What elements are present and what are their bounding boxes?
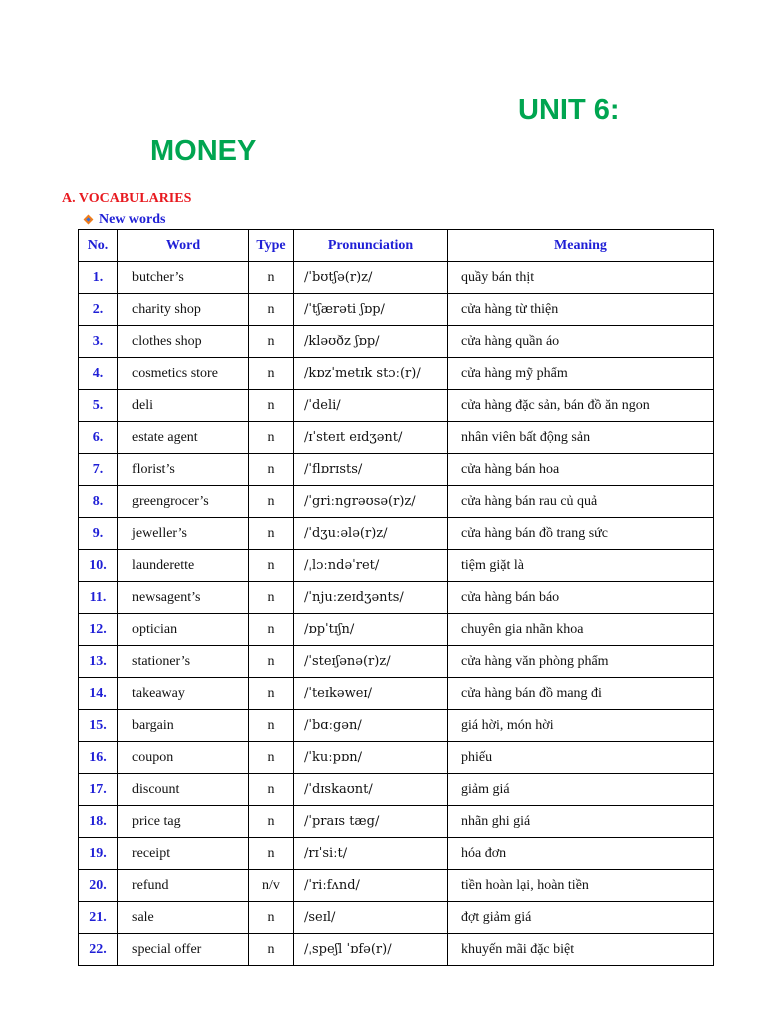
table-row <box>79 710 714 742</box>
header-type: Type <box>249 230 294 262</box>
header-no: No. <box>79 230 118 262</box>
word-cell: coupon <box>118 742 249 774</box>
subsection-label: New words <box>99 212 166 227</box>
type-cell: n <box>249 742 294 774</box>
header-meaning: Meaning <box>448 230 714 262</box>
table-row <box>79 486 714 518</box>
table-row <box>79 646 714 678</box>
row-number: 15. <box>79 710 118 742</box>
table-row <box>79 326 714 358</box>
type-cell: n <box>249 646 294 678</box>
word-cell: receipt <box>118 838 249 870</box>
pronunciation-cell: /ˈdʒuːələ(r)z/ <box>294 518 448 550</box>
orange-diamond-bullet-icon <box>84 216 93 225</box>
type-cell: n <box>249 390 294 422</box>
table-row <box>79 614 714 646</box>
pronunciation-cell: /ˈkuːpɒn/ <box>294 742 448 774</box>
word-cell: charity shop <box>118 294 249 326</box>
row-number: 1. <box>79 262 118 294</box>
word-cell: discount <box>118 774 249 806</box>
type-cell: n <box>249 326 294 358</box>
table-row <box>79 390 714 422</box>
pronunciation-cell: /ˈbɑːgən/ <box>294 710 448 742</box>
type-cell: n <box>249 582 294 614</box>
table-row <box>79 678 714 710</box>
table-row <box>79 902 714 934</box>
type-cell: n <box>249 934 294 966</box>
meaning-cell: khuyến mãi đặc biệt <box>448 934 714 966</box>
meaning-cell: cửa hàng mỹ phẩm <box>448 358 714 390</box>
row-number: 12. <box>79 614 118 646</box>
unit-title-line1: UNIT 6: <box>518 94 620 126</box>
type-cell: n <box>249 838 294 870</box>
row-number: 5. <box>79 390 118 422</box>
type-cell: n <box>249 454 294 486</box>
header-pronunciation: Pronunciation <box>294 230 448 262</box>
type-cell: n <box>249 774 294 806</box>
meaning-cell: cửa hàng bán đồ mang đi <box>448 678 714 710</box>
table-row <box>79 422 714 454</box>
word-cell: launderette <box>118 550 249 582</box>
table-row <box>79 838 714 870</box>
word-cell: florist’s <box>118 454 249 486</box>
meaning-cell: cửa hàng đặc sản, bán đồ ăn ngon <box>448 390 714 422</box>
type-cell: n <box>249 710 294 742</box>
table-row <box>79 870 714 902</box>
meaning-cell: đợt giảm giá <box>448 902 714 934</box>
row-number: 7. <box>79 454 118 486</box>
row-number: 2. <box>79 294 118 326</box>
pronunciation-cell: /ˈteɪkəweɪ/ <box>294 678 448 710</box>
type-cell: n <box>249 486 294 518</box>
pronunciation-cell: /ˈgriːngrəʊsə(r)z/ <box>294 486 448 518</box>
type-cell: n <box>249 806 294 838</box>
meaning-cell: tiền hoàn lại, hoàn tiền <box>448 870 714 902</box>
row-number: 4. <box>79 358 118 390</box>
pronunciation-cell: /ˈbʊtʃə(r)z/ <box>294 262 448 294</box>
pronunciation-cell: /ˈdɪskaʊnt/ <box>294 774 448 806</box>
row-number: 3. <box>79 326 118 358</box>
subsection-heading <box>84 212 166 228</box>
pronunciation-cell: /ˈdeli/ <box>294 390 448 422</box>
row-number: 10. <box>79 550 118 582</box>
pronunciation-cell: /rɪˈsiːt/ <box>294 838 448 870</box>
meaning-cell: chuyên gia nhãn khoa <box>448 614 714 646</box>
row-number: 11. <box>79 582 118 614</box>
table-row <box>79 806 714 838</box>
word-cell: greengrocer’s <box>118 486 249 518</box>
unit-title-line2: MONEY <box>150 135 257 167</box>
row-number: 8. <box>79 486 118 518</box>
pronunciation-cell: /ˈnjuːzeɪdʒənts/ <box>294 582 448 614</box>
row-number: 17. <box>79 774 118 806</box>
table-body <box>79 262 714 966</box>
row-number: 9. <box>79 518 118 550</box>
type-cell: n <box>249 358 294 390</box>
pronunciation-cell: /ˈriːfʌnd/ <box>294 870 448 902</box>
word-cell: newsagent’s <box>118 582 249 614</box>
meaning-cell: giá hời, món hời <box>448 710 714 742</box>
word-cell: butcher’s <box>118 262 249 294</box>
row-number: 13. <box>79 646 118 678</box>
row-number: 16. <box>79 742 118 774</box>
pronunciation-cell: /kləʊðz ʃɒp/ <box>294 326 448 358</box>
word-cell: takeaway <box>118 678 249 710</box>
vocabulary-table <box>78 229 714 966</box>
type-cell: n <box>249 614 294 646</box>
word-cell: special offer <box>118 934 249 966</box>
table-header-row <box>79 230 714 262</box>
row-number: 22. <box>79 934 118 966</box>
header-word: Word <box>118 230 249 262</box>
meaning-cell: nhân viên bất động sản <box>448 422 714 454</box>
row-number: 14. <box>79 678 118 710</box>
meaning-cell: hóa đơn <box>448 838 714 870</box>
type-cell: n/v <box>249 870 294 902</box>
meaning-cell: cửa hàng bán rau củ quả <box>448 486 714 518</box>
table-row <box>79 262 714 294</box>
type-cell: n <box>249 422 294 454</box>
table-row <box>79 774 714 806</box>
meaning-cell: cửa hàng quần áo <box>448 326 714 358</box>
pronunciation-cell: /ɪˈsteɪt eɪdʒənt/ <box>294 422 448 454</box>
meaning-cell: quầy bán thịt <box>448 262 714 294</box>
type-cell: n <box>249 550 294 582</box>
row-number: 20. <box>79 870 118 902</box>
meaning-cell: cửa hàng từ thiện <box>448 294 714 326</box>
pronunciation-cell: /ˌlɔːndəˈret/ <box>294 550 448 582</box>
pronunciation-cell: /seɪl/ <box>294 902 448 934</box>
word-cell: sale <box>118 902 249 934</box>
row-number: 19. <box>79 838 118 870</box>
pronunciation-cell: /ˈtʃærəti ʃɒp/ <box>294 294 448 326</box>
table-row <box>79 550 714 582</box>
pronunciation-cell: /ˈpraɪs tæg/ <box>294 806 448 838</box>
meaning-cell: cửa hàng văn phòng phẩm <box>448 646 714 678</box>
pronunciation-cell: /ˈsteɪʃənə(r)z/ <box>294 646 448 678</box>
table-row <box>79 934 714 966</box>
table-row <box>79 294 714 326</box>
word-cell: deli <box>118 390 249 422</box>
word-cell: stationer’s <box>118 646 249 678</box>
word-cell: bargain <box>118 710 249 742</box>
word-cell: clothes shop <box>118 326 249 358</box>
type-cell: n <box>249 902 294 934</box>
row-number: 18. <box>79 806 118 838</box>
type-cell: n <box>249 678 294 710</box>
meaning-cell: cửa hàng bán báo <box>448 582 714 614</box>
type-cell: n <box>249 518 294 550</box>
word-cell: estate agent <box>118 422 249 454</box>
meaning-cell: tiệm giặt là <box>448 550 714 582</box>
word-cell: refund <box>118 870 249 902</box>
row-number: 21. <box>79 902 118 934</box>
type-cell: n <box>249 294 294 326</box>
pronunciation-cell: /kɒzˈmetɪk stɔː(r)/ <box>294 358 448 390</box>
table-row <box>79 582 714 614</box>
table-row <box>79 454 714 486</box>
meaning-cell: cửa hàng bán hoa <box>448 454 714 486</box>
table-row <box>79 358 714 390</box>
meaning-cell: nhãn ghi giá <box>448 806 714 838</box>
word-cell: cosmetics store <box>118 358 249 390</box>
pronunciation-cell: /ɒpˈtɪʃn/ <box>294 614 448 646</box>
table-row <box>79 742 714 774</box>
pronunciation-cell: /ˌspeʃl ˈɒfə(r)/ <box>294 934 448 966</box>
word-cell: optician <box>118 614 249 646</box>
section-heading: A. VOCABULARIES <box>62 191 192 206</box>
table-row <box>79 518 714 550</box>
word-cell: price tag <box>118 806 249 838</box>
row-number: 6. <box>79 422 118 454</box>
meaning-cell: cửa hàng bán đồ trang sức <box>448 518 714 550</box>
type-cell: n <box>249 262 294 294</box>
meaning-cell: giảm giá <box>448 774 714 806</box>
pronunciation-cell: /ˈflɒrɪsts/ <box>294 454 448 486</box>
word-cell: jeweller’s <box>118 518 249 550</box>
meaning-cell: phiếu <box>448 742 714 774</box>
